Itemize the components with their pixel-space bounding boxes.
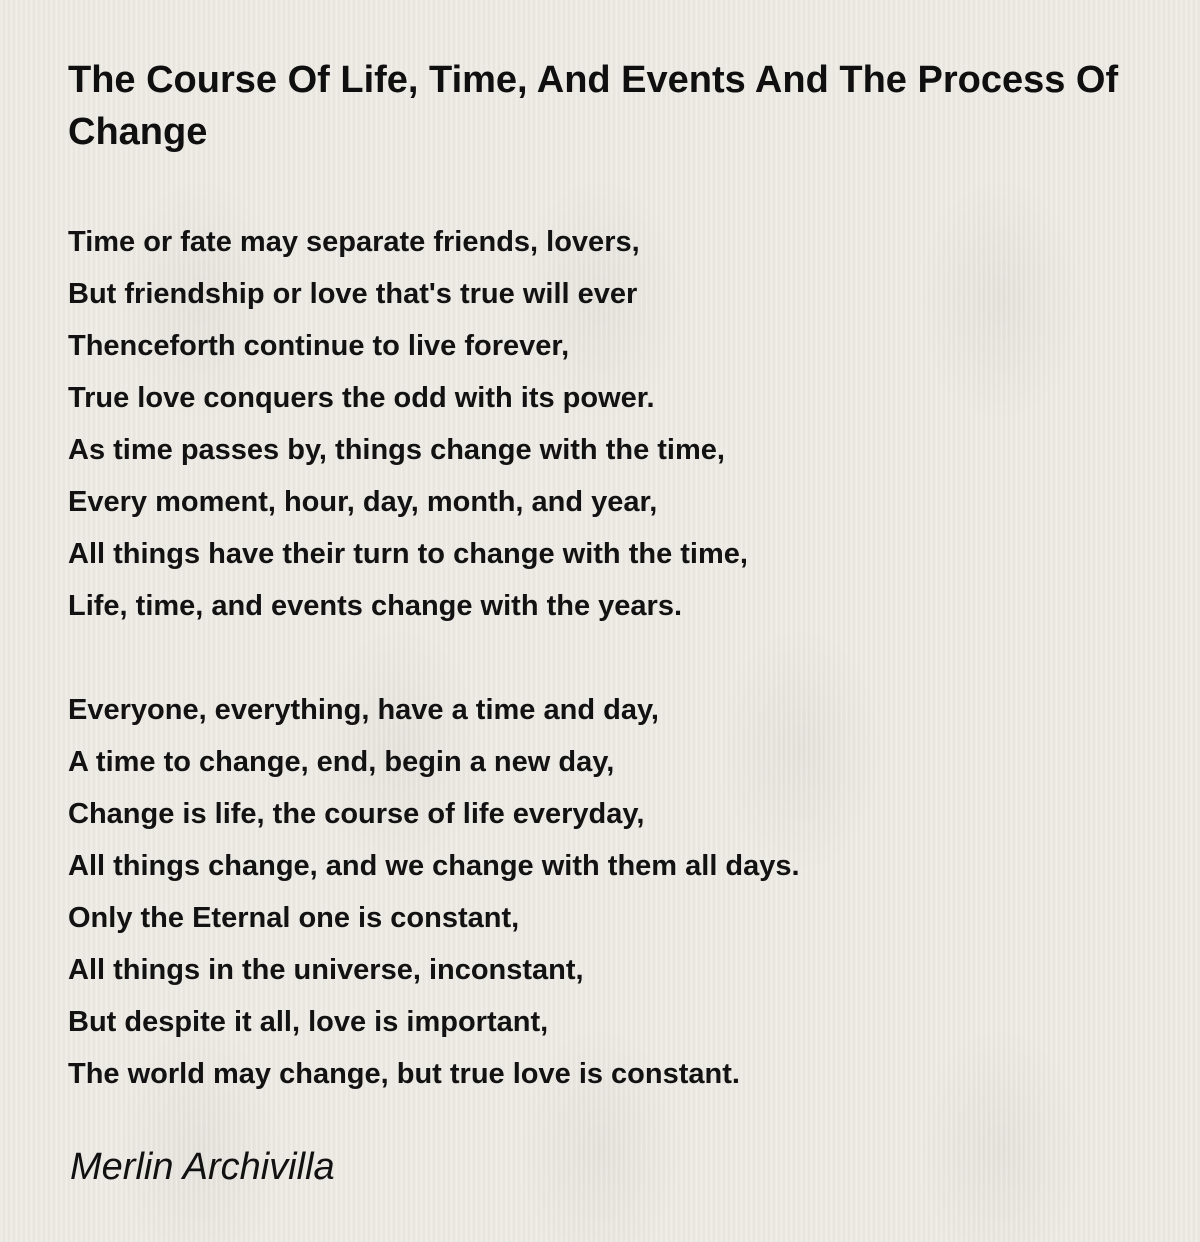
poem-line: But friendship or love that's true will ever [68,278,638,310]
poem-line: But despite it all, love is important, [68,1006,549,1038]
poem-title: The Course Of Life, Time, And Events And The Process Of Change [68,59,1119,153]
poem-line: As time passes by, things change with the time, [68,434,725,466]
poem-line: All things have their turn to change with the time, [68,538,748,570]
poem-line: A time to change, end, begin a new day, [68,746,615,778]
poem-page [68,54,1148,1100]
poem-line: True love conquers the odd with its power. [68,382,655,414]
poem-line: The world may change, but true love is constant. [68,1058,740,1090]
stanza-2 [68,684,1148,1100]
stanza-1 [68,216,1148,632]
poem-line: Only the Eternal one is constant, [68,902,520,934]
poem-line: Change is life, the course of life everyday, [68,798,645,830]
poem-body [68,216,1148,1100]
poem-line: Life, time, and events change with the years. [68,590,683,622]
poem-line: Every moment, hour, day, month, and year, [68,486,658,518]
poem-line: Everyone, everything, have a time and day, [68,694,659,726]
poem-author: Merlin Archivilla [70,1146,335,1188]
poem-line: All things in the universe, inconstant, [68,954,584,986]
poem-line: All things change, and we change with them all days. [68,850,800,882]
poem-line: Thenceforth continue to live forever, [68,330,570,362]
poem-line: Time or fate may separate friends, lovers, [68,226,640,258]
